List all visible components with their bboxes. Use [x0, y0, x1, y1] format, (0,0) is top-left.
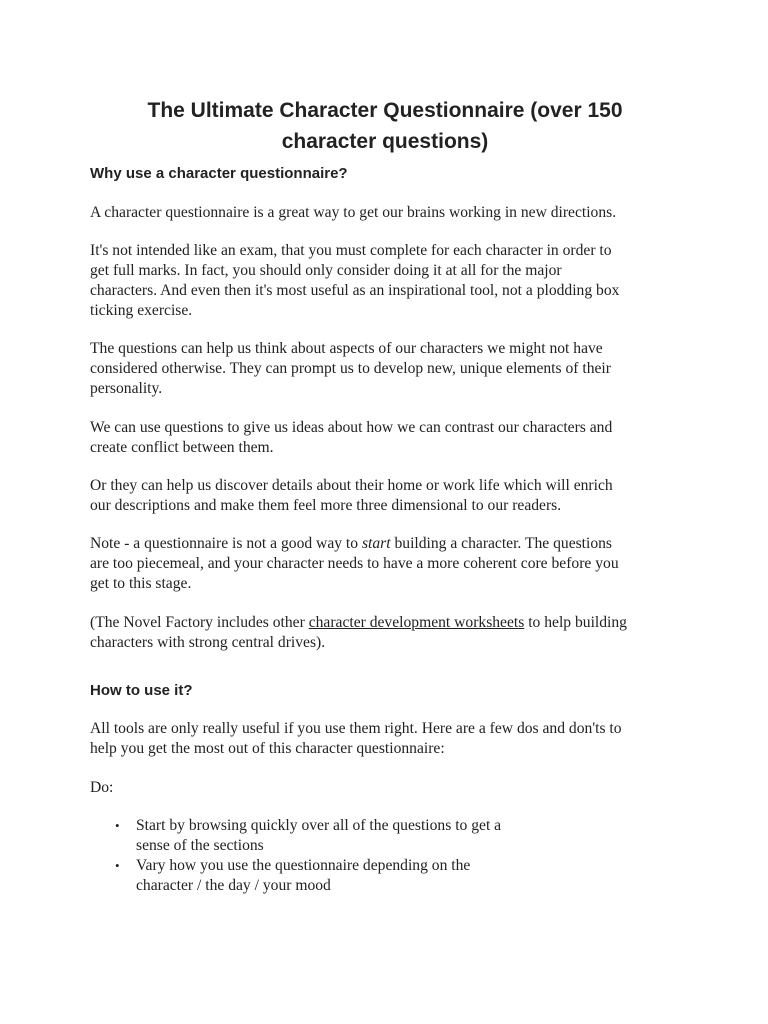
paragraph-line: Or they can help us discover details about their home or work life which will enrich: [90, 477, 613, 494]
paragraph-line: considered otherwise. They can prompt us to develop new, unique elements of their: [90, 360, 611, 377]
title-line-1: The Ultimate Character Questionnaire (over 150: [147, 99, 623, 122]
list-item-line: Vary how you use the questionnaire depending on the: [136, 857, 471, 874]
paragraph-line: get to this stage.: [90, 575, 192, 592]
list-item: [112, 856, 572, 896]
paragraph-contrast: [90, 418, 680, 458]
paragraph-line: [90, 534, 680, 554]
paragraph-aspects: [90, 339, 680, 399]
paragraph-line: A character questionnaire is a great way to get our brains working in new directions.: [90, 204, 617, 221]
paragraph-line: get full marks. In fact, you should only consider doing it at all for the major: [90, 262, 562, 279]
note-text-before: Note - a questionnaire is not a good way to: [90, 535, 362, 552]
bullet-icon: •: [115, 858, 120, 873]
page-title: [90, 95, 680, 157]
note-text-after: building a character. The questions: [390, 535, 613, 552]
paragraph-line: Do:: [90, 779, 114, 796]
section-heading-why: Why use a character questionnaire?: [90, 165, 348, 182]
paragraph-details: [90, 476, 680, 516]
paragraph-line: create conflict between them.: [90, 439, 274, 456]
paragraph-line: It's not intended like an exam, that you must complete for each character in order to: [90, 242, 612, 259]
paragraph-line: are too piecemeal, and your character needs to have a more coherent core before you: [90, 555, 619, 572]
note-italic-start: start: [361, 535, 391, 552]
paragraph-line: The questions can help us think about aspects of our characters we might not have: [90, 340, 603, 357]
paragraph-line: [90, 613, 680, 633]
list-item-line: character / the day / your mood: [136, 877, 331, 894]
do-list: [112, 816, 572, 896]
paragraph-line: personality.: [90, 380, 163, 397]
bullet-icon: •: [115, 818, 120, 833]
paragraph-line: our descriptions and make them feel more three dimensional to our readers.: [90, 497, 562, 514]
list-item-line: sense of the sections: [136, 837, 264, 854]
paragraph-line: characters. And even then it's most useful as an inspirational tool, not a plodding box: [90, 282, 620, 299]
paragraph-not-exam: [90, 241, 680, 321]
paragraph-tools: [90, 719, 680, 759]
paragraph-note: [90, 534, 680, 594]
paragraph-line: help you get the most out of this character questionnaire:: [90, 740, 445, 757]
paragraph-line: ticking exercise.: [90, 302, 193, 319]
paragraph-intro: [90, 203, 680, 223]
do-label: [90, 778, 680, 798]
paragraph-novel-factory: [90, 613, 680, 653]
paragraph-line: All tools are only really useful if you use them right. Here are a few dos and don'ts to: [90, 720, 622, 737]
novel-factory-text-before: (The Novel Factory includes other: [90, 614, 309, 631]
novel-factory-text-after: to help building: [524, 614, 627, 631]
title-line-2: character questions): [281, 130, 489, 153]
paragraph-line: We can use questions to give us ideas about how we can contrast our characters and: [90, 419, 613, 436]
list-item: [112, 816, 572, 856]
list-item-line: Start by browsing quickly over all of the questions to get a: [136, 817, 502, 834]
character-worksheets-link[interactable]: character development worksheets: [308, 614, 525, 631]
paragraph-line: characters with strong central drives).: [90, 634, 326, 651]
section-heading-how: How to use it?: [90, 682, 193, 699]
